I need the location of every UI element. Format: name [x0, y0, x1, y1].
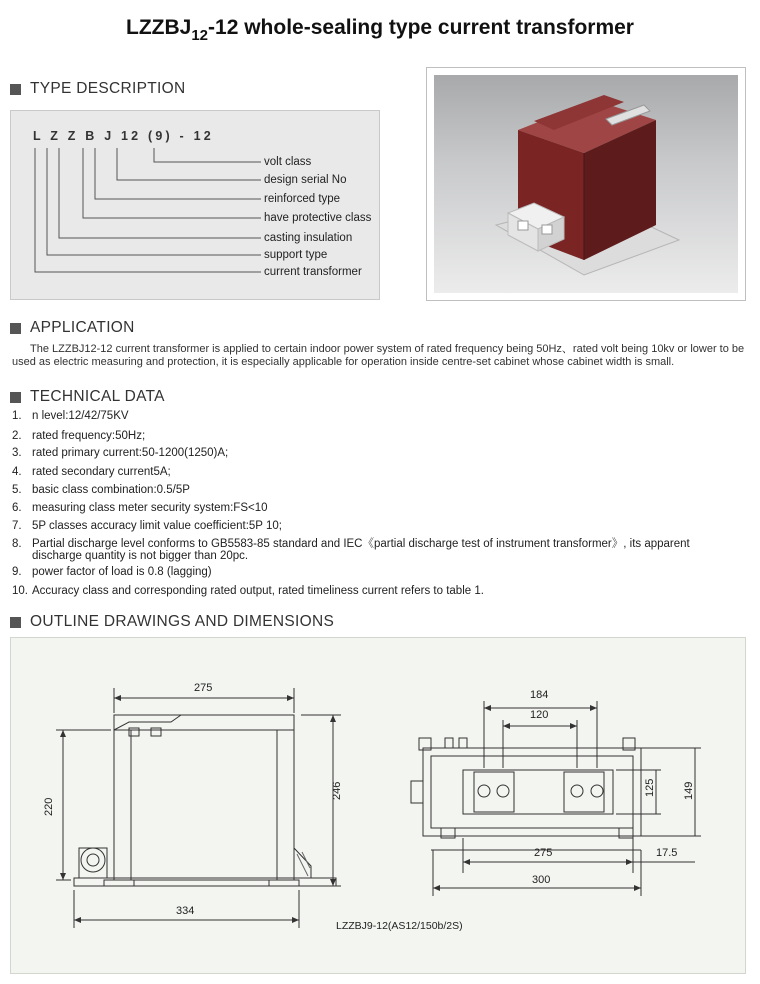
tech-item: 2. rated frequency:50Hz; [12, 430, 146, 442]
section-heading-type-description: TYPE DESCRIPTION [10, 79, 186, 99]
dim-top-184: 184 [530, 689, 549, 701]
dim-front-inner-height: 220 [43, 797, 55, 816]
dim-top-275: 275 [534, 847, 553, 859]
tech-item: 8. Partial discharge level conforms to GB5583-85 standard and IEC《partial discharge test of instrument transformer》, its apparent discharge quantity is not bigger than 20pc. [12, 538, 690, 562]
dim-front-base-width: 334 [176, 905, 195, 917]
page-title: $LZZBJ_{12}-12$ whole-sealing type current transformer [126, 16, 634, 44]
tech-item: 10. Accuracy class and corresponding rated output, rated timeliness current refers to table 1. [12, 585, 484, 597]
section-square-icon [10, 84, 21, 95]
section-square-icon [10, 323, 21, 334]
tech-item: 4. rated secondary current5A; [12, 466, 171, 478]
product-photo [434, 75, 738, 293]
type-label-volt-class: volt class [264, 156, 312, 168]
tech-item: 1. n level:12/42/75KV [12, 410, 129, 422]
type-label-protective-class: have protective class [264, 212, 372, 224]
tech-item: 3. rated primary current:50-1200(1250)A; [12, 447, 229, 459]
dim-front-width: 275 [194, 682, 213, 694]
type-description-box [10, 110, 380, 300]
section-square-icon [10, 392, 21, 403]
tech-item: 9. power factor of load is 0.8 (lagging) [12, 566, 212, 578]
dim-top-120: 120 [530, 709, 549, 721]
application-paragraph: The LZZBJ12-12 current transformer is applied to certain indoor power system of rated frequency being 50Hz、rated volt being 10kv or lower to be used as electric measuring and protection, it is especially applicable for operation inside centre-set cabinet whose cabinet width is small. [12, 343, 745, 368]
model-label: LZZBJ9-12(AS12/150b/2S) [336, 920, 463, 932]
front-view-terminal [81, 848, 105, 872]
dim-front-height: 246 [331, 781, 343, 800]
dim-top-125: 125 [644, 778, 656, 797]
section-heading-outline: OUTLINE DRAWINGS AND DIMENSIONS [10, 612, 334, 632]
section-heading-application: APPLICATION [10, 318, 135, 338]
front-view-body [114, 715, 294, 880]
dim-top-300: 300 [532, 874, 551, 886]
type-code: L Z Z B J 12 (9) - 12 [33, 129, 214, 143]
section-heading-technical-data: TECHNICAL DATA [10, 387, 165, 407]
outline-drawing-panel [10, 637, 746, 974]
section-square-icon [10, 617, 21, 628]
dim-top-149: 149 [683, 781, 695, 800]
tech-item: 7. 5P classes accuracy limit value coefficient:5P 10; [12, 520, 282, 532]
product-photo-frame [426, 67, 746, 301]
tech-item: 5. basic class combination:0.5/5P [12, 484, 190, 496]
type-label-current-transformer: current transformer [264, 266, 362, 278]
type-label-design-serial: design serial No [264, 174, 347, 186]
type-label-casting-insulation: casting insulation [264, 232, 353, 244]
type-label-reinforced: reinforced type [264, 193, 341, 205]
front-view-base [74, 878, 336, 886]
top-view-body [423, 748, 641, 836]
dim-top-17-5: 17.5 [656, 847, 678, 859]
tech-item: 6. measuring class meter security system:FS<10 [12, 502, 268, 514]
outline-drawing [11, 638, 747, 975]
type-label-support-type: support type [264, 249, 328, 261]
top-view-bolt [478, 785, 490, 797]
